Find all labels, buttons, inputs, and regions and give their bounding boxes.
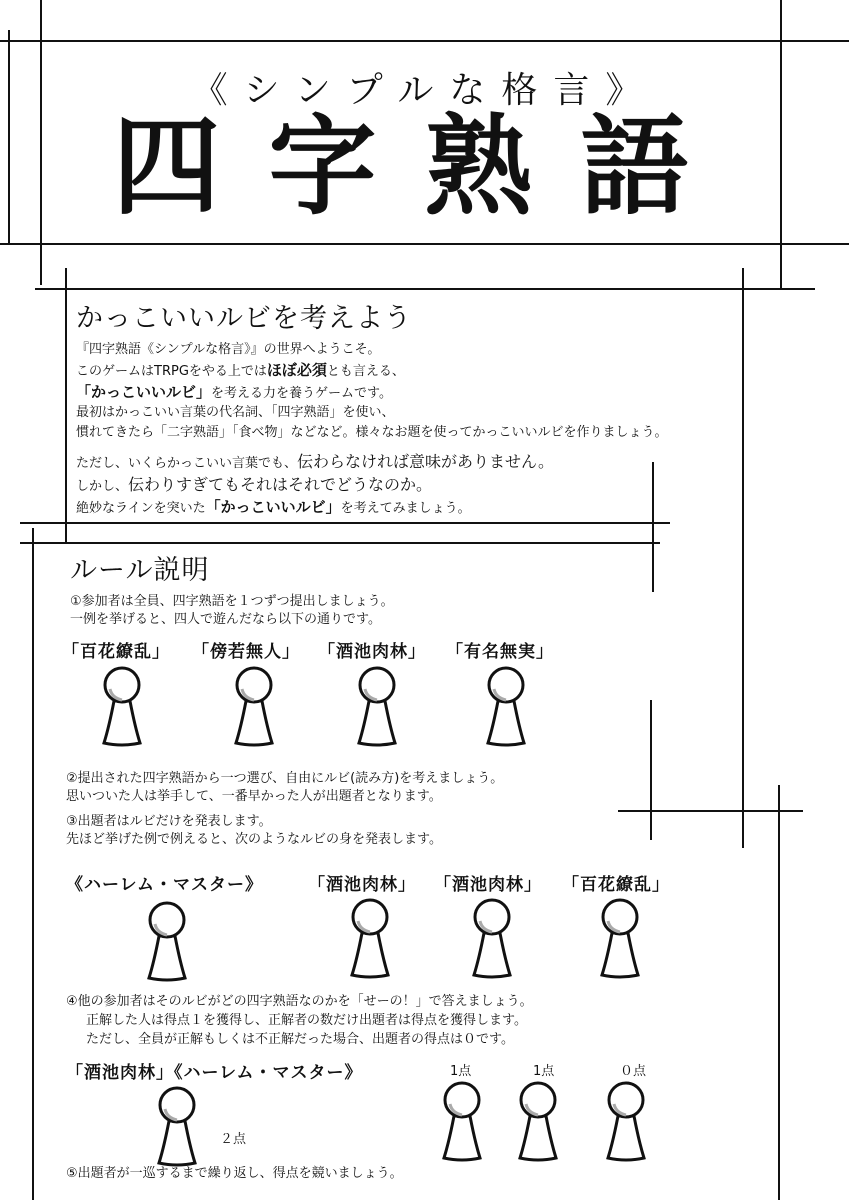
intro-line — [76, 360, 405, 382]
player-pawn-icon — [470, 897, 514, 979]
intro-line — [76, 497, 471, 519]
player-pawn-icon — [348, 897, 392, 979]
yoji-card: 「有名無実」 — [446, 642, 554, 662]
yoji-card: 「傍若無人」 — [192, 642, 300, 662]
frame-line — [618, 810, 803, 812]
frame-line — [20, 542, 660, 544]
intro-emphasis: 伝わりすぎてもそれはそれでどうなのか。 — [128, 475, 433, 494]
yoji-card: 「酒池肉林」 — [318, 642, 426, 662]
player-pawn-icon — [598, 897, 642, 979]
ruby-answer: 《ハーレム・マスター》 — [66, 875, 263, 895]
rules-heading: ルール説明 — [70, 555, 210, 586]
rule-step-2-note: 思いついた人は挙手して、一番早かった人が出題者となります。 — [66, 789, 442, 804]
rule-step-4: ④他の参加者はそのルビがどの四字熟語なのかを「せーの！」で答えましょう。 — [66, 994, 533, 1009]
intro-heading: かっこいいルビを考えよう — [76, 303, 412, 334]
score-label: 1点 — [450, 1064, 472, 1079]
rule-step-3-note: 先ほど挙げた例で例えると、次のようなルビの身を発表します。 — [66, 832, 442, 847]
rule-step-5: ⑤出題者が一巡するまで繰り返し、得点を競いましょう。 — [66, 1166, 403, 1181]
intro-text: とも言える、 — [326, 364, 405, 379]
intro-line: 最初はかっこいい言葉の代名詞、「四字熟語」を使い、 — [76, 405, 395, 420]
player-pawn-icon — [516, 1080, 560, 1162]
yoji-card: 「酒池肉林」 — [434, 875, 542, 895]
intro-emphasis: ほぼ必須 — [266, 361, 327, 379]
frame-line — [652, 462, 654, 592]
intro-text: しかし、 — [76, 479, 129, 494]
frame-line — [32, 528, 34, 1200]
rule-step-3: ③出題者はルビだけを発表します。 — [66, 814, 272, 829]
player-pawn-icon — [155, 1085, 199, 1167]
player-pawn-icon — [100, 665, 144, 747]
intro-text: 絶妙なラインを突いた — [76, 501, 206, 516]
intro-text: を考えてみましょう。 — [340, 501, 471, 516]
intro-line: 慣れてきたら「二字熟語」「食べ物」などなど。様々なお題を使ってかっこいいルビを作りましょう。 — [76, 425, 668, 440]
yoji-card: 「酒池肉林」 — [308, 875, 416, 895]
player-pawn-icon — [604, 1080, 648, 1162]
intro-emphasis: 「かっこいいルビ」 — [76, 383, 212, 401]
frame-line — [65, 268, 67, 543]
frame-line — [20, 522, 670, 524]
intro-line: 『四字熟語《シンプルな格言》』の世界へようこそ。 — [76, 342, 381, 357]
intro-line — [76, 382, 392, 404]
intro-emphasis: 伝わらなければ意味がありません。 — [297, 452, 554, 471]
frame-line — [778, 785, 780, 1200]
player-pawn-icon — [355, 665, 399, 747]
rule-step-4-note: 正解した人は得点１を獲得し、正解者の数だけ出題者は得点を獲得します。 — [86, 1013, 527, 1028]
rule-step-4-note: ただし、全員が正解もしくは不正解だった場合、出題者の得点は０です。 — [86, 1032, 514, 1047]
score-label: 1点 — [533, 1064, 555, 1079]
score-label: ０点 — [620, 1064, 647, 1079]
yoji-card: 「百花繚乱」 — [562, 875, 670, 895]
rule-step-2: ②提出された四字熟語から一つ選び、自由にルビ(読み方)を考えましょう。 — [66, 771, 504, 786]
page-title: 四字熟語 — [112, 104, 737, 230]
frame-line — [35, 288, 815, 290]
intro-line — [76, 473, 432, 499]
intro-text: このゲームはTRPGをやる上では — [76, 364, 267, 379]
player-pawn-icon — [484, 665, 528, 747]
rule-step-1: ①参加者は全員、四字熟語を１つずつ提出しましょう。 — [70, 594, 394, 609]
frame-line — [742, 268, 744, 848]
player-pawn-icon — [440, 1080, 484, 1162]
example-answer: 「酒池肉林」《ハーレム・マスター》 — [66, 1063, 363, 1083]
subtitle: 《シンプルな格言》 — [191, 70, 658, 111]
player-pawn-icon — [232, 665, 276, 747]
player-pawn-icon — [145, 900, 189, 982]
intro-text: ただし、いくらかっこいい言葉でも、 — [76, 456, 298, 471]
rule-step-1-example: 一例を挙げると、四人で遊んだなら以下の通りです。 — [70, 612, 381, 627]
score-label: ２点 — [220, 1132, 247, 1147]
yoji-card: 「百花繚乱」 — [62, 642, 170, 662]
intro-emphasis: 「かっこいいルビ」 — [205, 498, 341, 516]
frame-line — [0, 40, 849, 42]
frame-line — [0, 243, 849, 245]
intro-text: を考える力を養うゲームです。 — [211, 386, 392, 401]
frame-line — [650, 700, 652, 840]
